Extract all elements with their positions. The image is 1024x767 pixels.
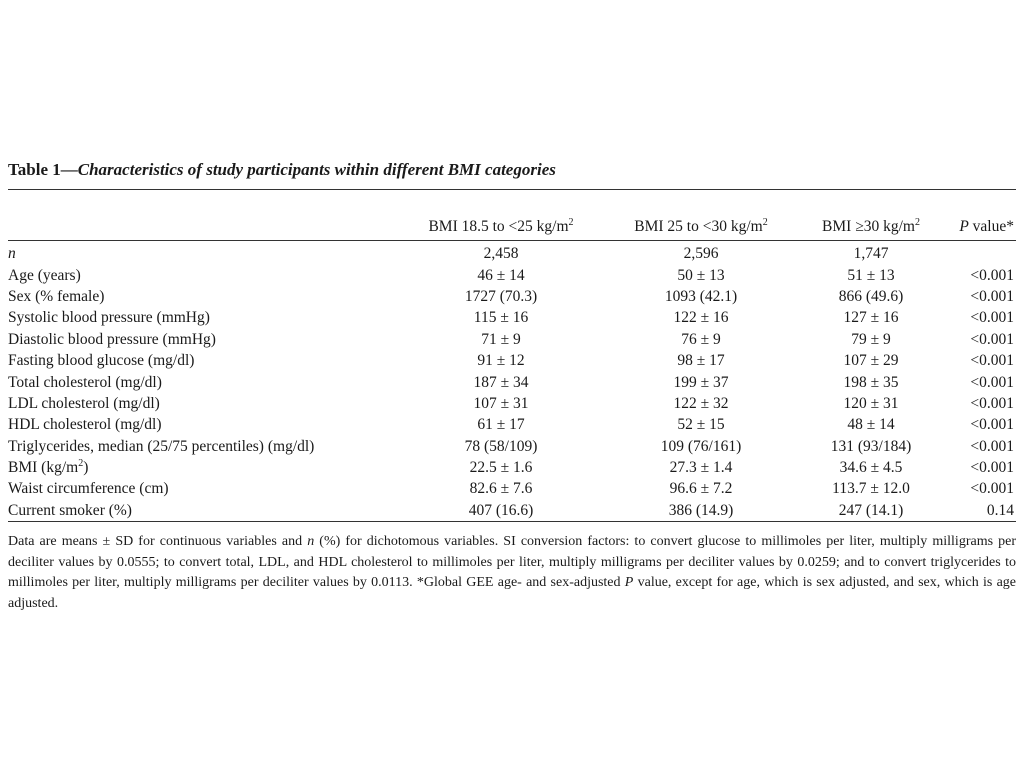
value-bmi-overweight: 109 (76/161) (660, 437, 742, 455)
value-bmi-normal: 78 (58/109) (464, 437, 538, 455)
value-bmi-normal: 82.6 ± 7.6 (469, 480, 533, 498)
row-label: Systolic blood pressure (mmHg) (8, 309, 210, 327)
value-bmi-obese: 198 ± 35 (843, 373, 899, 391)
table-row (8, 329, 1016, 350)
table-row (8, 307, 1016, 328)
value-p: <0.001 (970, 287, 1014, 305)
value-bmi-overweight: 27.3 ± 1.4 (669, 459, 733, 477)
value-p: <0.001 (970, 416, 1014, 434)
value-bmi-normal: 2,458 (483, 245, 519, 263)
value-bmi-overweight: 199 ± 37 (673, 373, 729, 391)
row-label: BMI $(kg/m^2)$ (8, 457, 89, 477)
table-document (8, 158, 1016, 611)
table-row (8, 350, 1016, 371)
value-bmi-normal: 61 ± 17 (477, 416, 525, 434)
table-row (8, 436, 1016, 457)
value-p: 0.14 (946, 500, 1016, 522)
value-p: <0.001 (970, 330, 1014, 348)
value-bmi-overweight: 1093 (42.1) (664, 287, 738, 305)
row-label: Fasting blood glucose (mg/dl) (8, 352, 195, 370)
value-bmi-obese: 866 (49.6) (838, 287, 904, 305)
value-bmi-overweight: 52 ± 15 (677, 416, 725, 434)
caption-label: Table 1— (8, 160, 78, 179)
value-bmi-obese: 1,747 (853, 245, 889, 263)
characteristics-table (8, 214, 1016, 522)
table-row (8, 500, 1016, 522)
value-bmi-normal: 407 (16.6) (396, 500, 606, 522)
value-p: <0.001 (970, 352, 1014, 370)
value-bmi-normal: 115 ± 16 (473, 309, 529, 327)
value-bmi-obese: 79 ± 9 (851, 330, 891, 348)
value-p: <0.001 (970, 459, 1014, 477)
value-bmi-overweight: 2,596 (683, 245, 719, 263)
value-bmi-obese: 131 (93/184) (830, 437, 912, 455)
row-label: Diastolic blood pressure (mmHg) (8, 330, 216, 348)
value-bmi-overweight: 96.6 ± 7.2 (669, 480, 733, 498)
value-bmi-obese: 34.6 ± 4.5 (839, 459, 903, 477)
value-bmi-normal: 107 ± 31 (473, 394, 529, 412)
header-row (8, 214, 1016, 241)
value-bmi-overweight: 98 ± 17 (677, 352, 725, 370)
value-bmi-normal: 1727 (70.3) (464, 287, 538, 305)
row-label: Triglycerides, median (25/75 percentiles) (mg/dl) (8, 437, 315, 455)
value-bmi-obese: 247 (14.1) (796, 500, 946, 522)
table-row (8, 264, 1016, 285)
table-caption (8, 158, 1016, 182)
value-p: <0.001 (970, 437, 1014, 455)
header-p-value: P value* (946, 214, 1016, 241)
value-bmi-obese: 113.7 ± 12.0 (832, 480, 910, 498)
value-bmi-overweight: 76 ± 9 (681, 330, 721, 348)
table-row (8, 457, 1016, 478)
row-label: Total cholesterol (mg/dl) (8, 373, 162, 391)
table-footnote: Data are means ± SD for continuous variables and n (%) for dichotomous variables. SI conversion factors: to convert glucose to millimoles per liter, multiply milligrams per deciliter values by 0.0555; to convert total, LDL, and HDL cholesterol to millimoles per liter, multiply milligrams per deciliter values by 0.0259; and to convert triglycerides to millimoles per liter, multiply milligrams per deciliter values by 0.0113. *Global GEE age- and sex-adjusted P value, except for age, which is sex adjusted, and sex, which is age adjusted. (8, 534, 1016, 611)
table-row (8, 286, 1016, 307)
table-row (8, 241, 1016, 265)
table-row (8, 371, 1016, 392)
value-bmi-normal: 46 ± 14 (477, 266, 525, 284)
value-bmi-normal: 187 ± 34 (473, 373, 529, 391)
value-bmi-overweight: 122 ± 32 (673, 394, 729, 412)
value-bmi-normal: 22.5 ± 1.6 (469, 459, 533, 477)
value-bmi-overweight: 122 ± 16 (673, 309, 729, 327)
value-p: <0.001 (970, 309, 1014, 327)
value-bmi-obese: 107 ± 29 (843, 352, 899, 370)
row-label: Age (years) (8, 266, 81, 284)
value-bmi-obese: 127 ± 16 (843, 309, 899, 327)
header-bmi-obese: BMI ≥30 $kg/m^2$ (796, 214, 946, 241)
top-rule (8, 189, 1016, 190)
value-bmi-overweight: 50 ± 13 (677, 266, 725, 284)
table-row (8, 478, 1016, 499)
table-row (8, 414, 1016, 435)
value-p: <0.001 (970, 266, 1014, 284)
row-label: n (8, 245, 16, 263)
row-label: Current smoker (%) (8, 500, 396, 522)
value-bmi-obese: 48 ± 14 (847, 416, 895, 434)
caption-title: Characteristics of study participants within different BMI categories (77, 160, 556, 179)
value-bmi-normal: 71 ± 9 (481, 330, 521, 348)
row-label: Sex (% female) (8, 287, 105, 305)
row-label: Waist circumference (cm) (8, 480, 169, 498)
value-p: <0.001 (970, 480, 1014, 498)
value-bmi-normal: 91 ± 12 (477, 352, 525, 370)
value-p: <0.001 (970, 394, 1014, 412)
header-label (8, 214, 396, 241)
value-bmi-overweight: 386 (14.9) (606, 500, 796, 522)
row-label: HDL cholesterol (mg/dl) (8, 416, 162, 434)
value-p: <0.001 (970, 373, 1014, 391)
row-label: LDL cholesterol (mg/dl) (8, 394, 160, 412)
header-bmi-overweight: BMI 25 to <30 $kg/m^2$ (606, 214, 796, 241)
value-bmi-obese: 120 ± 31 (843, 394, 899, 412)
table-row (8, 393, 1016, 414)
value-p (946, 241, 1016, 265)
header-bmi-normal: BMI 18.5 to <25 $kg/m^2$ (396, 214, 606, 241)
value-bmi-obese: 51 ± 13 (847, 266, 895, 284)
